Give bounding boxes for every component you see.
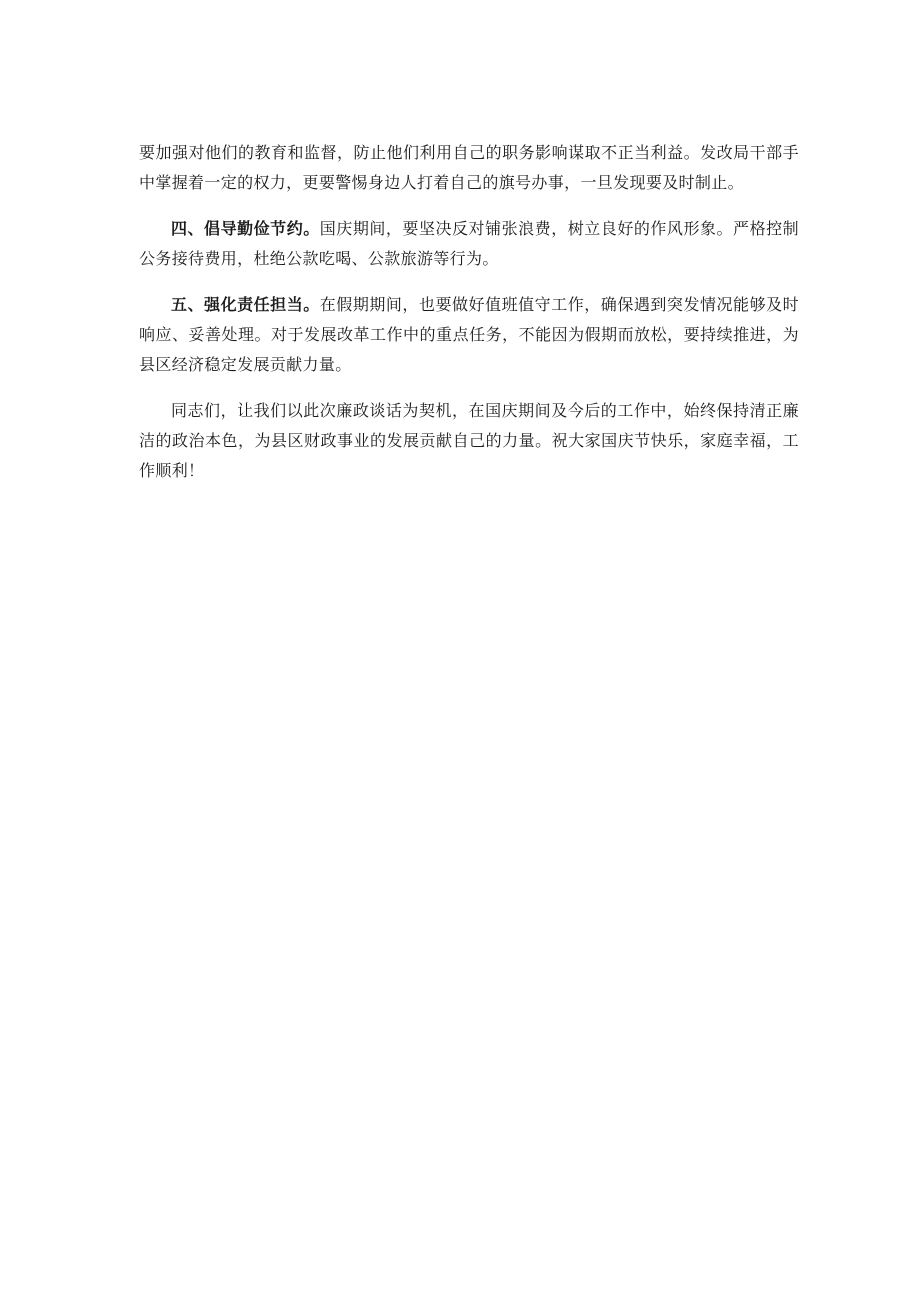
document-body: [139, 138, 799, 502]
paragraph-section-five: [139, 290, 799, 380]
paragraph-closing: [139, 396, 799, 486]
paragraph-text: 同志们，让我们以此次廉政谈话为契机，在国庆期间及今后的工作中，始终保持清正廉洁的政治本色，为县区财政事业的发展贡献自己的力量。祝大家国庆节快乐，家庭幸福，工作顺利！: [139, 401, 799, 480]
paragraph-text: 国庆期间，要坚决反对铺张浪费，树立良好的作风形象。严格控制公务接待费用，杜绝公款吃喝、公款旅游等行为。: [139, 219, 799, 268]
paragraph-text: 在假期期间，也要做好值班值守工作，确保遇到突发情况能够及时响应、妥善处理。对于发展改革工作中的重点任务，不能因为假期而放松，要持续推进，为县区经济稳定发展贡献力量。: [139, 295, 799, 374]
paragraph-text: 要加强对他们的教育和监督，防止他们利用自己的职务影响谋取不正当利益。发改局干部手中掌握着一定的权力，更要警惕身边人打着自己的旗号办事，一旦发现要及时制止。: [139, 143, 799, 192]
section-heading: 五、强化责任担当。: [171, 295, 320, 314]
section-heading: 四、倡导勤俭节约。: [171, 219, 320, 238]
paragraph-continuation: [139, 138, 799, 198]
paragraph-section-four: [139, 214, 799, 274]
